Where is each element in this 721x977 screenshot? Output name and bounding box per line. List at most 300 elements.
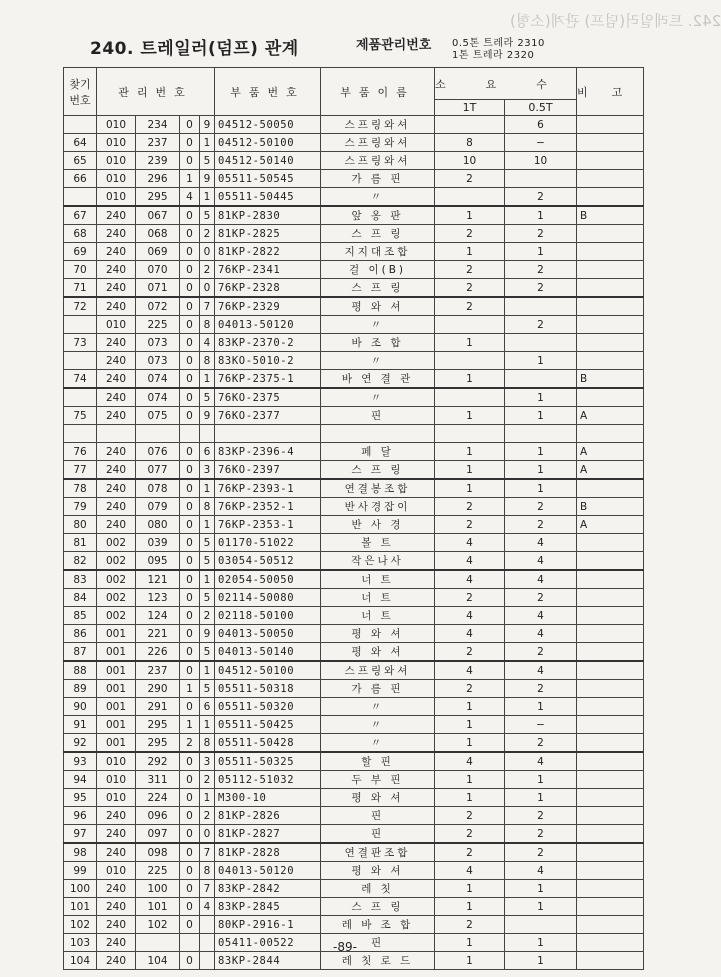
part-name-cell: 핀 [321,407,435,425]
ref-number-cell: 73 [64,334,97,352]
part-number-cell: 81KP-2828 [215,843,321,862]
mgmt-check-a-cell: 0 [180,643,200,662]
part-name-cell: 스 프 링 [321,898,435,916]
ref-number-cell: 88 [64,661,97,680]
qty-1ton-cell [435,188,505,207]
remarks-cell [577,334,644,352]
part-number-cell: 76KP-2393-1 [215,479,321,498]
mgmt-serial-cell: 295 [136,188,180,207]
mgmt-group-cell: 010 [97,152,136,170]
mgmt-group-cell: 240 [97,206,136,225]
table-row [64,862,644,880]
part-name-cell: 볼 트 [321,534,435,552]
mgmt-group-cell: 240 [97,825,136,844]
qty-05ton-cell: 1 [505,352,577,370]
table-row [64,952,644,970]
mgmt-group-cell: 240 [97,843,136,862]
part-number-cell: 05511-50425 [215,716,321,734]
table-row [64,516,644,534]
qty-1ton-cell: 1 [435,206,505,225]
mgmt-serial-cell: 039 [136,534,180,552]
table-row [64,297,644,316]
ref-number-cell: 76 [64,443,97,461]
mgmt-group-cell: 240 [97,934,136,952]
part-number-cell: 76KO-2377 [215,407,321,425]
mgmt-serial-cell: 291 [136,698,180,716]
mgmt-check-b-cell: 0 [200,279,215,298]
part-number-cell: 76KP-2352-1 [215,498,321,516]
part-name-cell: 앞 옹 판 [321,206,435,225]
mgmt-check-a-cell: 0 [180,407,200,425]
ref-number-cell: 94 [64,771,97,789]
qty-05ton-cell: 1 [505,898,577,916]
mgmt-group-cell: 240 [97,443,136,461]
qty-05ton-cell: 1 [505,461,577,480]
remarks-cell: B [577,206,644,225]
remarks-cell [577,279,644,298]
mgmt-serial-cell: 079 [136,498,180,516]
remarks-cell: A [577,407,644,425]
part-number-cell: 76KO-2397 [215,461,321,480]
remarks-cell [577,843,644,862]
qty-05ton-cell: 1 [505,243,577,261]
ref-number-cell: 99 [64,862,97,880]
part-number-cell: 81KP-2826 [215,807,321,825]
mgmt-check-a-cell: 0 [180,916,200,934]
part-number-cell: 01170-51022 [215,534,321,552]
mgmt-check-a-cell: 0 [180,225,200,243]
mgmt-check-a-cell: 0 [180,843,200,862]
ref-number-cell: 78 [64,479,97,498]
mgmt-check-b-cell [200,425,215,443]
qty-1ton-cell: 4 [435,552,505,571]
qty-1ton-cell: 2 [435,516,505,534]
mgmt-check-b-cell [200,916,215,934]
qty-1ton-cell: 8 [435,134,505,152]
ref-number-cell: 77 [64,461,97,480]
part-number-cell: 81KP-2825 [215,225,321,243]
mgmt-check-a-cell: 0 [180,370,200,389]
header-management-number: 관리번호 [97,68,215,116]
part-number-cell: 83KO-5010-2 [215,352,321,370]
ref-number-cell: 104 [64,952,97,970]
ref-number-cell: 103 [64,934,97,952]
part-number-cell: 04013-50140 [215,643,321,662]
part-number-cell: 02118-50100 [215,607,321,625]
qty-05ton-cell: 4 [505,862,577,880]
table-row [64,479,644,498]
mgmt-check-b-cell: 1 [200,479,215,498]
qty-1ton-cell: 1 [435,443,505,461]
mgmt-check-b-cell [200,952,215,970]
mgmt-check-b-cell: 8 [200,498,215,516]
part-number-cell: 05511-50318 [215,680,321,698]
mgmt-group-cell: 240 [97,334,136,352]
mgmt-check-a-cell: 0 [180,570,200,589]
qty-1ton-cell: 1 [435,789,505,807]
remarks-cell [577,898,644,916]
part-number-cell: 76KP-2328 [215,279,321,298]
mgmt-check-a-cell: 0 [180,297,200,316]
mgmt-serial-cell: 311 [136,771,180,789]
mgmt-group-cell: 001 [97,698,136,716]
qty-05ton-cell: 1 [505,206,577,225]
ref-number-cell: 82 [64,552,97,571]
qty-1ton-cell: 1 [435,880,505,898]
mgmt-check-a-cell: 0 [180,152,200,170]
mgmt-serial-cell: 078 [136,479,180,498]
qty-1ton-cell: 1 [435,952,505,970]
part-name-cell: 평 와 셔 [321,789,435,807]
mgmt-check-a-cell: 0 [180,279,200,298]
qty-05ton-cell [505,370,577,389]
table-row [64,734,644,753]
qty-1ton-cell: 1 [435,716,505,734]
mgmt-check-a-cell: 0 [180,771,200,789]
part-number-cell: 05511-50445 [215,188,321,207]
part-name-cell: 평 와 셔 [321,862,435,880]
mgmt-check-a-cell: 0 [180,461,200,480]
mgmt-serial-cell: 097 [136,825,180,844]
ref-number-cell: 101 [64,898,97,916]
table-row [64,225,644,243]
mgmt-check-b-cell: 6 [200,698,215,716]
mgmt-check-b-cell: 7 [200,880,215,898]
part-name-cell: 스프링와셔 [321,134,435,152]
mgmt-serial-cell: 071 [136,279,180,298]
remarks-cell: A [577,443,644,461]
mgmt-serial-cell: 068 [136,225,180,243]
mgmt-group-cell: 240 [97,479,136,498]
qty-1ton-cell [435,116,505,134]
mgmt-serial-cell: 075 [136,407,180,425]
mgmt-check-b-cell: 6 [200,443,215,461]
remarks-cell [577,752,644,771]
remarks-cell [577,116,644,134]
qty-1ton-cell: 2 [435,589,505,607]
mgmt-group-cell: 001 [97,716,136,734]
mgmt-check-b-cell: 1 [200,370,215,389]
mgmt-check-b-cell: 5 [200,206,215,225]
remarks-cell [577,607,644,625]
mgmt-check-b-cell: 5 [200,152,215,170]
mgmt-check-a-cell: 4 [180,188,200,207]
part-number-cell: 03054-50512 [215,552,321,571]
mgmt-check-a-cell: 2 [180,734,200,753]
mgmt-check-a-cell: 0 [180,116,200,134]
mgmt-serial-cell: 237 [136,661,180,680]
part-name-cell: 〃 [321,388,435,407]
remarks-cell [577,698,644,716]
ref-number-cell: 79 [64,498,97,516]
qty-05ton-cell: 1 [505,771,577,789]
part-number-cell: M300-10 [215,789,321,807]
mgmt-serial-cell: 076 [136,443,180,461]
mgmt-check-b-cell: 5 [200,589,215,607]
table-row [64,843,644,862]
ref-number-cell: 98 [64,843,97,862]
table-row [64,589,644,607]
part-name-cell: 〃 [321,316,435,334]
part-number-cell: 04512-50140 [215,152,321,170]
ref-number-cell: 67 [64,206,97,225]
part-number-cell: 04512-50100 [215,134,321,152]
mgmt-check-a-cell: 0 [180,789,200,807]
part-name-cell: 페 달 [321,443,435,461]
table-row [64,388,644,407]
remarks-cell: B [577,498,644,516]
table-row [64,116,644,134]
qty-1ton-cell: 1 [435,479,505,498]
table-row [64,771,644,789]
mgmt-check-b-cell: 5 [200,388,215,407]
part-name-cell: 레 칫 [321,880,435,898]
ref-number-cell: 80 [64,516,97,534]
mgmt-check-a-cell: 0 [180,134,200,152]
part-number-cell: 83KP-2845 [215,898,321,916]
mgmt-serial-cell: 070 [136,261,180,279]
qty-1ton-cell: 2 [435,498,505,516]
mgmt-group-cell: 240 [97,297,136,316]
table-row [64,807,644,825]
qty-05ton-cell: 2 [505,843,577,862]
part-number-cell: 02054-50050 [215,570,321,589]
qty-05ton-cell: 4 [505,534,577,552]
table-row [64,916,644,934]
mgmt-check-b-cell: 8 [200,734,215,753]
part-name-cell: 〃 [321,716,435,734]
mgmt-serial-cell: 295 [136,716,180,734]
remarks-cell [577,152,644,170]
qty-05ton-cell: 2 [505,316,577,334]
remarks-cell [577,661,644,680]
table-row [64,316,644,334]
mgmt-serial-cell: 123 [136,589,180,607]
qty-1ton-cell [435,352,505,370]
qty-1ton-cell [435,388,505,407]
mgmt-serial-cell: 073 [136,352,180,370]
mgmt-serial-cell: 100 [136,880,180,898]
qty-05ton-cell: 2 [505,734,577,753]
qty-05ton-cell: 1 [505,952,577,970]
part-number-cell: 76KP-2375-1 [215,370,321,389]
qty-1ton-cell: 1 [435,734,505,753]
mgmt-serial-cell [136,425,180,443]
mgmt-check-b-cell: 8 [200,316,215,334]
part-name-cell: 바 조 합 [321,334,435,352]
ref-number-cell: 87 [64,643,97,662]
ref-number-cell [64,188,97,207]
part-number-cell: 81KP-2822 [215,243,321,261]
part-number-cell: 83KP-2396-4 [215,443,321,461]
table-row [64,898,644,916]
mgmt-group-cell: 240 [97,370,136,389]
remarks-cell [577,643,644,662]
remarks-cell [577,862,644,880]
remarks-cell [577,297,644,316]
qty-1ton-cell: 2 [435,916,505,934]
mgmt-serial-cell: 096 [136,807,180,825]
mgmt-group-cell: 002 [97,552,136,571]
mgmt-check-b-cell: 1 [200,716,215,734]
remarks-cell [577,825,644,844]
ref-number-cell: 97 [64,825,97,844]
remarks-cell [577,952,644,970]
mgmt-check-b-cell: 1 [200,789,215,807]
qty-05ton-cell: 2 [505,188,577,207]
qty-05ton-cell: 1 [505,698,577,716]
qty-1ton-cell: 1 [435,898,505,916]
mgmt-check-a-cell: 0 [180,552,200,571]
qty-05ton-cell: 2 [505,279,577,298]
qty-1ton-cell: 1 [435,771,505,789]
part-name-cell: 가 름 핀 [321,170,435,188]
mgmt-serial-cell: 234 [136,116,180,134]
mgmt-check-b-cell: 5 [200,680,215,698]
ref-number-cell: 89 [64,680,97,698]
qty-05ton-cell [505,297,577,316]
part-number-cell: 83KP-2370-2 [215,334,321,352]
ref-number-cell [64,352,97,370]
mgmt-group-cell: 010 [97,170,136,188]
mgmt-check-a-cell: 0 [180,243,200,261]
mgmt-group-cell: 240 [97,407,136,425]
qty-1ton-cell: 1 [435,461,505,480]
part-name-cell: 〃 [321,352,435,370]
mgmt-check-b-cell: 0 [200,825,215,844]
mgmt-group-cell [97,425,136,443]
qty-1ton-cell: 1 [435,407,505,425]
mgmt-check-b-cell: 3 [200,461,215,480]
mgmt-group-cell: 010 [97,116,136,134]
part-name-cell: 스프링와셔 [321,152,435,170]
remarks-cell [577,134,644,152]
ref-number-cell: 68 [64,225,97,243]
table-row [64,407,644,425]
table-row [64,170,644,188]
header-part-number: 부품번호 [215,68,321,116]
mgmt-serial-cell: 226 [136,643,180,662]
part-name-cell: 핀 [321,825,435,844]
part-number-cell: 02114-50080 [215,589,321,607]
mgmt-check-a-cell: 0 [180,534,200,552]
remarks-cell [577,352,644,370]
remarks-cell [577,916,644,934]
qty-1ton-cell: 1 [435,698,505,716]
remarks-cell [577,934,644,952]
mgmt-check-b-cell: 1 [200,134,215,152]
qty-1ton-cell: 1 [435,334,505,352]
table-row [64,206,644,225]
qty-1ton-cell: 2 [435,843,505,862]
table-row [64,825,644,844]
mgmt-check-a-cell: 0 [180,516,200,534]
mgmt-check-b-cell: 9 [200,625,215,643]
table-row [64,552,644,571]
mgmt-check-b-cell: 7 [200,297,215,316]
remarks-cell [577,552,644,571]
mgmt-check-a-cell: 0 [180,607,200,625]
remarks-cell [577,807,644,825]
mgmt-check-a-cell: 0 [180,589,200,607]
mgmt-check-b-cell: 5 [200,552,215,571]
table-row [64,625,644,643]
mgmt-check-b-cell: 1 [200,516,215,534]
mgmt-group-cell: 010 [97,752,136,771]
mgmt-group-cell: 010 [97,862,136,880]
mgmt-group-cell: 240 [97,388,136,407]
header-qty-1ton: 1T [435,100,505,116]
mgmt-serial-cell: 074 [136,370,180,389]
table-row [64,243,644,261]
table-row [64,752,644,771]
mgmt-serial-cell: 098 [136,843,180,862]
mgmt-serial-cell: 073 [136,334,180,352]
qty-05ton-cell: 6 [505,116,577,134]
qty-05ton-cell: 2 [505,680,577,698]
part-name-cell: 〃 [321,698,435,716]
qty-05ton-cell: 4 [505,752,577,771]
remarks-cell [577,261,644,279]
table-row [64,607,644,625]
part-number-cell: 05511-50325 [215,752,321,771]
qty-05ton-cell: 1 [505,388,577,407]
table-row [64,789,644,807]
part-name-cell: 평 와 셔 [321,297,435,316]
mgmt-check-b-cell: 1 [200,661,215,680]
qty-1ton-cell: 2 [435,225,505,243]
qty-05ton-cell: 2 [505,643,577,662]
part-name-cell: 평 와 셔 [321,643,435,662]
ref-number-cell: 64 [64,134,97,152]
mgmt-serial-cell: 069 [136,243,180,261]
remarks-cell: A [577,516,644,534]
mgmt-group-cell: 240 [97,279,136,298]
qty-05ton-cell: − [505,134,577,152]
qty-05ton-cell: 4 [505,661,577,680]
qty-05ton-cell: 1 [505,880,577,898]
header-part-name: 부품이름 [321,68,435,116]
part-number-cell: 76KP-2353-1 [215,516,321,534]
part-name-cell: 너 트 [321,570,435,589]
mgmt-check-a-cell: 0 [180,862,200,880]
ref-number-cell: 69 [64,243,97,261]
part-number-cell: 05112-51032 [215,771,321,789]
table-row [64,188,644,207]
ref-number-cell: 74 [64,370,97,389]
qty-1ton-cell: 2 [435,643,505,662]
table-row [64,570,644,589]
remarks-cell [577,734,644,753]
mgmt-group-cell: 240 [97,898,136,916]
qty-05ton-cell: 1 [505,789,577,807]
part-name-cell: 평 와 셔 [321,625,435,643]
mgmt-check-b-cell: 7 [200,843,215,862]
bleed-through-text: 242. 트레일러(덤프) 관계(소형) [510,12,721,30]
mgmt-check-a-cell: 0 [180,625,200,643]
mgmt-group-cell: 240 [97,498,136,516]
remarks-cell [577,534,644,552]
parts-table [63,67,647,970]
qty-1ton-cell: 2 [435,261,505,279]
qty-1ton-cell: 10 [435,152,505,170]
mgmt-serial-cell: 067 [136,206,180,225]
mgmt-serial-cell: 077 [136,461,180,480]
part-number-cell [215,425,321,443]
qty-1ton-cell: 1 [435,934,505,952]
header-ref-number: 찾기 번호 [64,68,97,116]
header-qty-05ton: 0.5T [505,100,577,116]
